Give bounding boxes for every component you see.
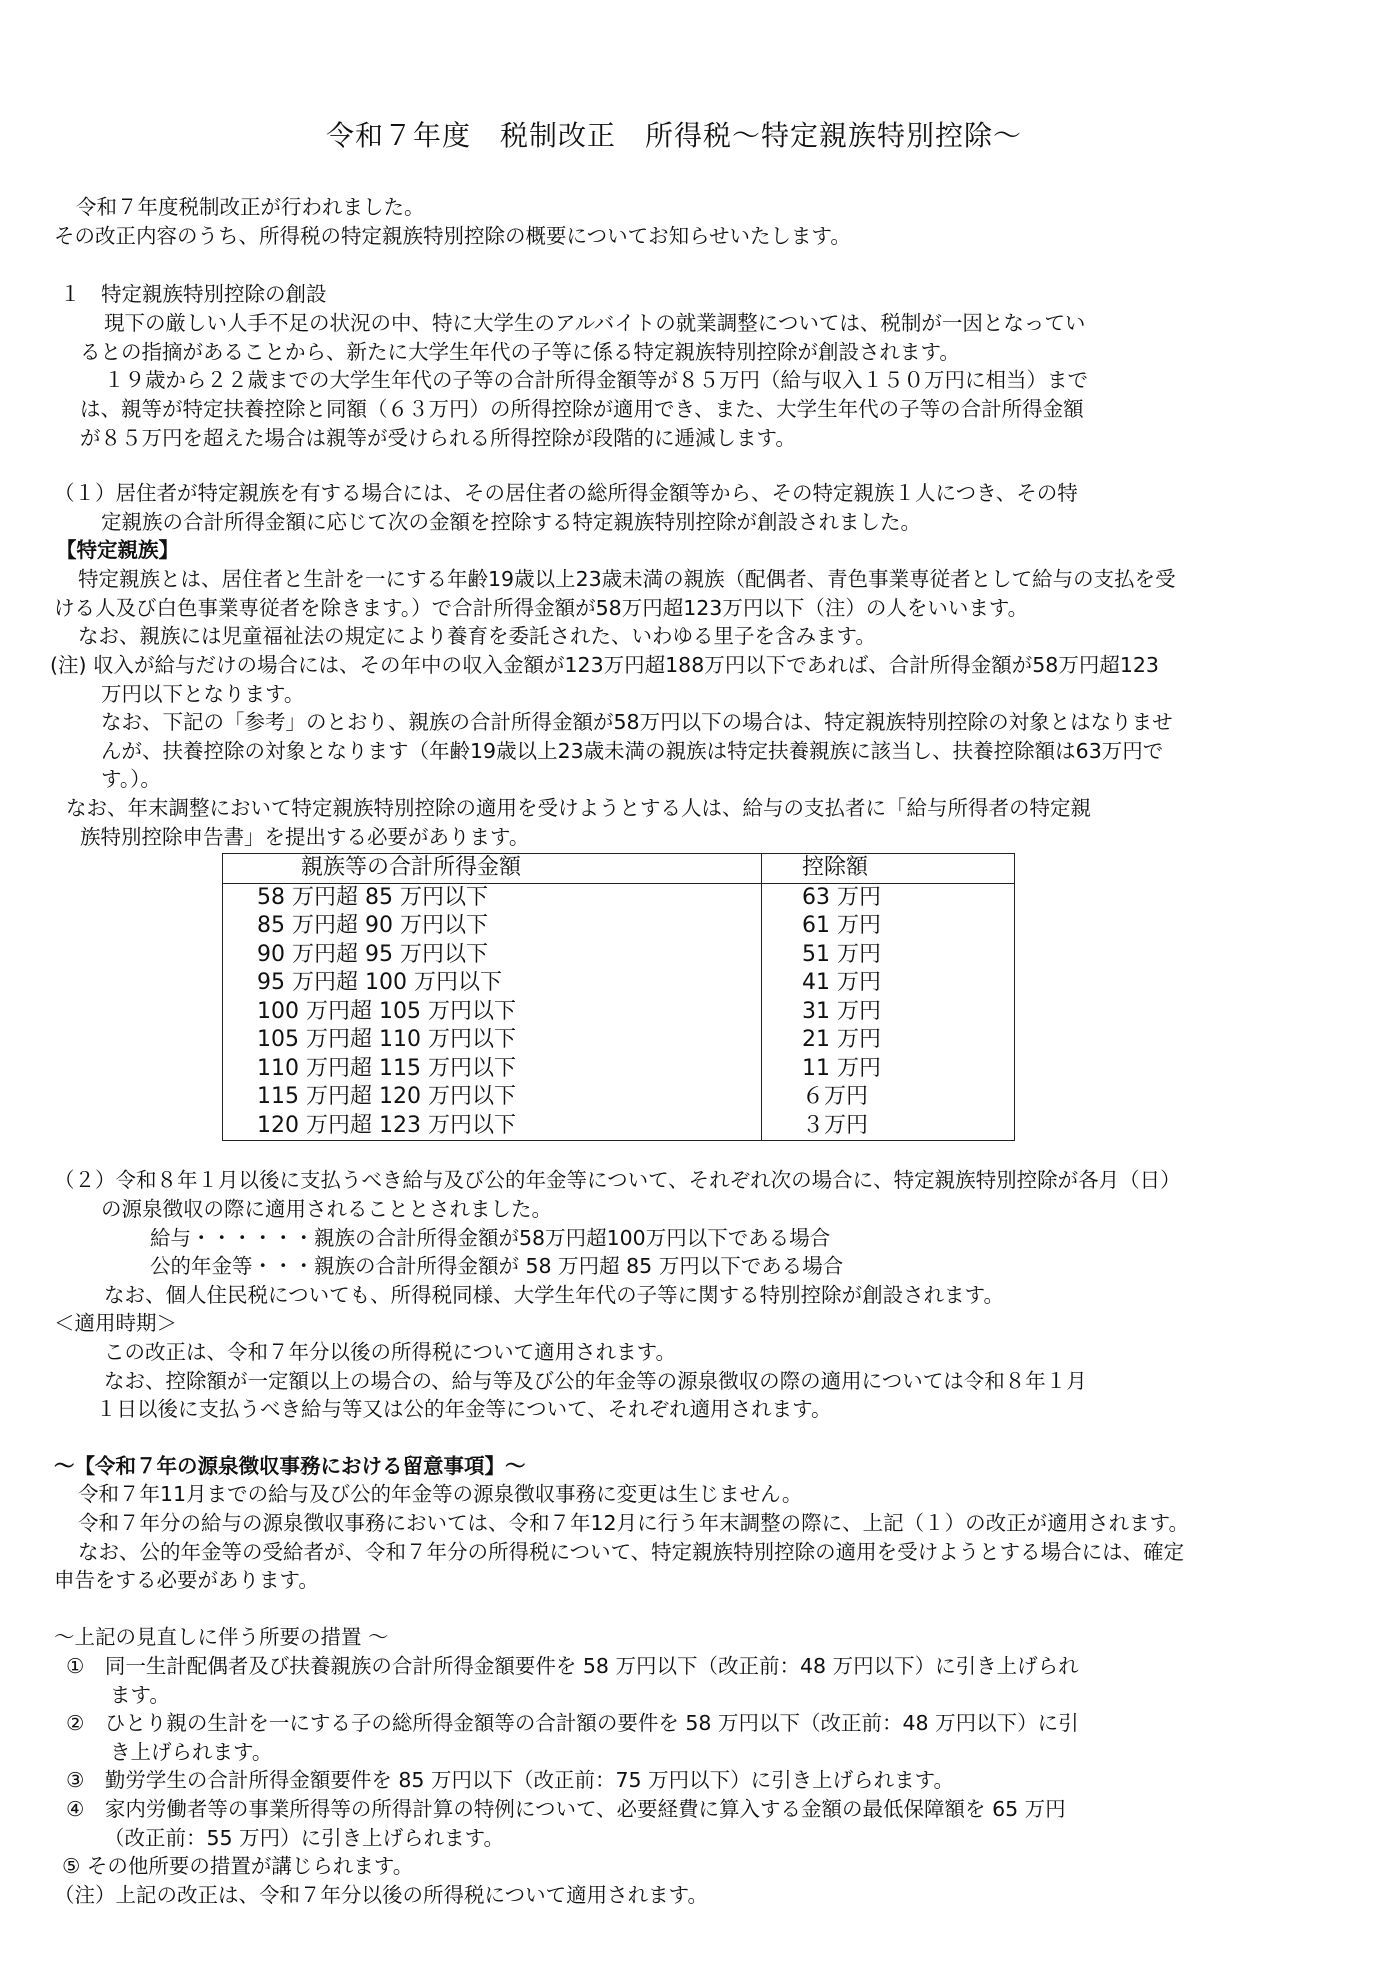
table-header-deduction: 控除額 xyxy=(762,854,1015,884)
definition-line-1: 特定親族とは、居住者と生計を一にする年齢19歳以上23歳未満の親族（配偶者、青色事業専従者として給与の支払を受 xyxy=(78,567,1176,591)
measure-1-line-2: ます。 xyxy=(110,1683,170,1707)
note-line-5: す。）。 xyxy=(101,767,161,791)
table-row xyxy=(223,998,1015,1027)
table-cell-income: 105 万円超 110 万円以下 xyxy=(223,1026,762,1055)
measure-3: ③ 勤労学生の合計所得金額要件を 85 万円以下（改正前：75 万円以下）に引き上げられます。 xyxy=(66,1768,954,1792)
table-row xyxy=(223,883,1015,912)
table-cell-income: 85 万円超 90 万円以下 xyxy=(223,912,762,941)
table-cell-deduction: 61 万円 xyxy=(762,912,1015,941)
table-cell-income: 115 万円超 120 万円以下 xyxy=(223,1083,762,1112)
table-cell-income: 110 万円超 115 万円以下 xyxy=(223,1055,762,1084)
sub2-line-1: （２）令和８年１月以後に支払うべき給与及び公的年金等について、それぞれ次の場合に、特定親族特別控除が各月（日） xyxy=(54,1168,1181,1192)
measure-2-line-1: ② ひとり親の生計を一にする子の総所得金額等の合計額の要件を 58 万円以下（改正前：48 万円以下）に引 xyxy=(66,1711,1079,1735)
definition-line-3: なお、親族には児童福祉法の規定により養育を委託された、いわゆる里子を含みます。 xyxy=(78,624,876,648)
notes-line-3: なお、公的年金等の受給者が、令和７年分の所得税について、特定親族特別控除の適用を受けようとする場合には、確定 xyxy=(78,1540,1185,1564)
notes-heading: ～【令和７年の源泉徴収事務における留意事項】～ xyxy=(54,1454,526,1478)
table-cell-deduction: ６万円 xyxy=(762,1083,1015,1112)
measures-note: （注）上記の改正は、令和７年分以後の所得税について適用されます。 xyxy=(54,1883,708,1907)
table-row xyxy=(223,1055,1015,1084)
measure-4-line-2: （改正前：55 万円）に引き上げられます。 xyxy=(104,1826,504,1850)
definition-line-2: ける人及び白色事業専従者を除きます。）で合計所得金額が58万円超123万円以下（注）の人をいいます。 xyxy=(54,596,1029,620)
table-cell-income: 95 万円超 100 万円以下 xyxy=(223,969,762,998)
measure-2-line-2: き上げられます。 xyxy=(110,1740,273,1764)
section1-line-2: るとの指摘があることから、新たに大学生年代の子等に係る特定親族特別控除が創設されます。 xyxy=(80,340,960,364)
table-cell-deduction: 51 万円 xyxy=(762,941,1015,970)
note-line-4: んが、扶養控除の対象となります（年齢19歳以上23歳未満の親族は特定扶養親族に該当し、扶養控除額は63万円で xyxy=(101,739,1164,763)
table-row xyxy=(223,1112,1015,1141)
sub1-line-2: 定親族の合計所得金額に応じて次の金額を控除する特定親族特別控除が創設されました。 xyxy=(101,510,921,534)
sub2-line-5: なお、個人住民税についても、所得税同様、大学生年代の子等に関する特別控除が創設されます。 xyxy=(104,1283,1004,1307)
notes-line-1: 令和７年11月までの給与及び公的年金等の源泉徴収事務に変更は生じません。 xyxy=(78,1482,803,1506)
table-cell-deduction: 21 万円 xyxy=(762,1026,1015,1055)
timing-heading: ＜適用時期＞ xyxy=(54,1311,177,1335)
table-row xyxy=(223,1083,1015,1112)
sub2-pension-line: 公的年金等・・・親族の合計所得金額が 58 万円超 85 万円以下である場合 xyxy=(150,1254,844,1278)
note-line-7: 族特別控除申告書」を提出する必要があります。 xyxy=(80,825,530,849)
timing-line-2: なお、控除額が一定額以上の場合の、給与等及び公的年金等の源泉徴収の際の適用については令和８年１月 xyxy=(104,1369,1087,1393)
table-cell-deduction: ３万円 xyxy=(762,1112,1015,1141)
table-cell-deduction: 11 万円 xyxy=(762,1055,1015,1084)
note-line-6: なお、年末調整において特定親族特別控除の適用を受けようとする人は、給与の支払者に「給与所得者の特定親 xyxy=(66,796,1091,820)
timing-line-1: この改正は、令和７年分以後の所得税について適用されます。 xyxy=(104,1340,676,1364)
measure-1-line-1: ① 同一生計配偶者及び扶養親族の合計所得金額要件を 58 万円以下（改正前：48 万円以下）に引き上げられ xyxy=(66,1654,1079,1678)
deduction-table xyxy=(222,853,1015,1141)
measure-5: ⑤ その他所要の措置が講じられます。 xyxy=(62,1854,414,1878)
table-header-row xyxy=(223,854,1015,884)
table-cell-income: 100 万円超 105 万円以下 xyxy=(223,998,762,1027)
section1-line-5: が８５万円を超えた場合は親等が受けられる所得控除が段階的に逓減します。 xyxy=(80,426,796,450)
sub2-line-2: の源泉徴収の際に適用されることとされました。 xyxy=(101,1197,552,1221)
table-row xyxy=(223,912,1015,941)
table-cell-income: 90 万円超 95 万円以下 xyxy=(223,941,762,970)
section1-line-1: 現下の厳しい人手不足の状況の中、特に大学生のアルバイトの就業調整については、税制が一因となってい xyxy=(104,311,1086,335)
note-line-1: (注) 収入が給与だけの場合には、その年中の収入金額が123万円超188万円以下であれば、合計所得金額が58万円超123 xyxy=(50,653,1159,677)
measure-4-line-1: ④ 家内労働者等の事業所得等の所得計算の特例について、必要経費に算入する金額の最低保障額を 65 万円 xyxy=(66,1797,1066,1821)
intro-line-1: 令和７年度税制改正が行われました。 xyxy=(76,195,425,219)
table-cell-deduction: 63 万円 xyxy=(762,883,1015,912)
table-cell-income: 58 万円超 85 万円以下 xyxy=(223,883,762,912)
sub2-salary-line: 給与・・・・・・親族の合計所得金額が58万円超100万円以下である場合 xyxy=(150,1226,831,1250)
page-title: 令和７年度 税制改正 所得税～特定親族特別控除～ xyxy=(326,119,1023,152)
notes-line-2: 令和７年分の給与の源泉徴収事務においては、令和７年12月に行う年末調整の際に、上記（１）の改正が適用されます。 xyxy=(78,1511,1189,1535)
table-header-income: 親族等の合計所得金額 xyxy=(223,854,762,884)
note-line-3: なお、下記の「参考」のとおり、親族の合計所得金額が58万円以下の場合は、特定親族特別控除の対象とはなりませ xyxy=(101,710,1173,734)
section1-line-3: １９歳から２２歳までの大学生年代の子等の合計所得金額等が８５万円（給与収入１５０万円に相当）まで xyxy=(104,368,1088,392)
table-cell-income: 120 万円超 123 万円以下 xyxy=(223,1112,762,1141)
table-cell-deduction: 41 万円 xyxy=(762,969,1015,998)
notes-line-4: 申告をする必要があります。 xyxy=(54,1568,319,1592)
table-row xyxy=(223,941,1015,970)
sub1-line-1: （１）居住者が特定親族を有する場合には、その居住者の総所得金額等から、その特定親族１人につき、その特 xyxy=(54,481,1078,505)
table-row xyxy=(223,969,1015,998)
measures-heading: ～上記の見直しに伴う所要の措置 ～ xyxy=(54,1625,389,1649)
definition-heading: 【特定親族】 xyxy=(56,538,179,562)
intro-line-2: その改正内容のうち、所得税の特定親族特別控除の概要についてお知らせいたします。 xyxy=(54,224,851,248)
section1-heading: １ 特定親族特別控除の創設 xyxy=(60,282,327,306)
table-row xyxy=(223,1026,1015,1055)
section1-line-4: は、親等が特定扶養控除と同額（６３万円）の所得控除が適用でき、また、大学生年代の子等の合計所得金額 xyxy=(80,397,1084,421)
note-line-2: 万円以下となります。 xyxy=(101,682,305,706)
timing-line-3: １日以後に支払うべき給与等又は公的年金等について、それぞれ適用されます。 xyxy=(96,1397,832,1421)
table-cell-deduction: 31 万円 xyxy=(762,998,1015,1027)
